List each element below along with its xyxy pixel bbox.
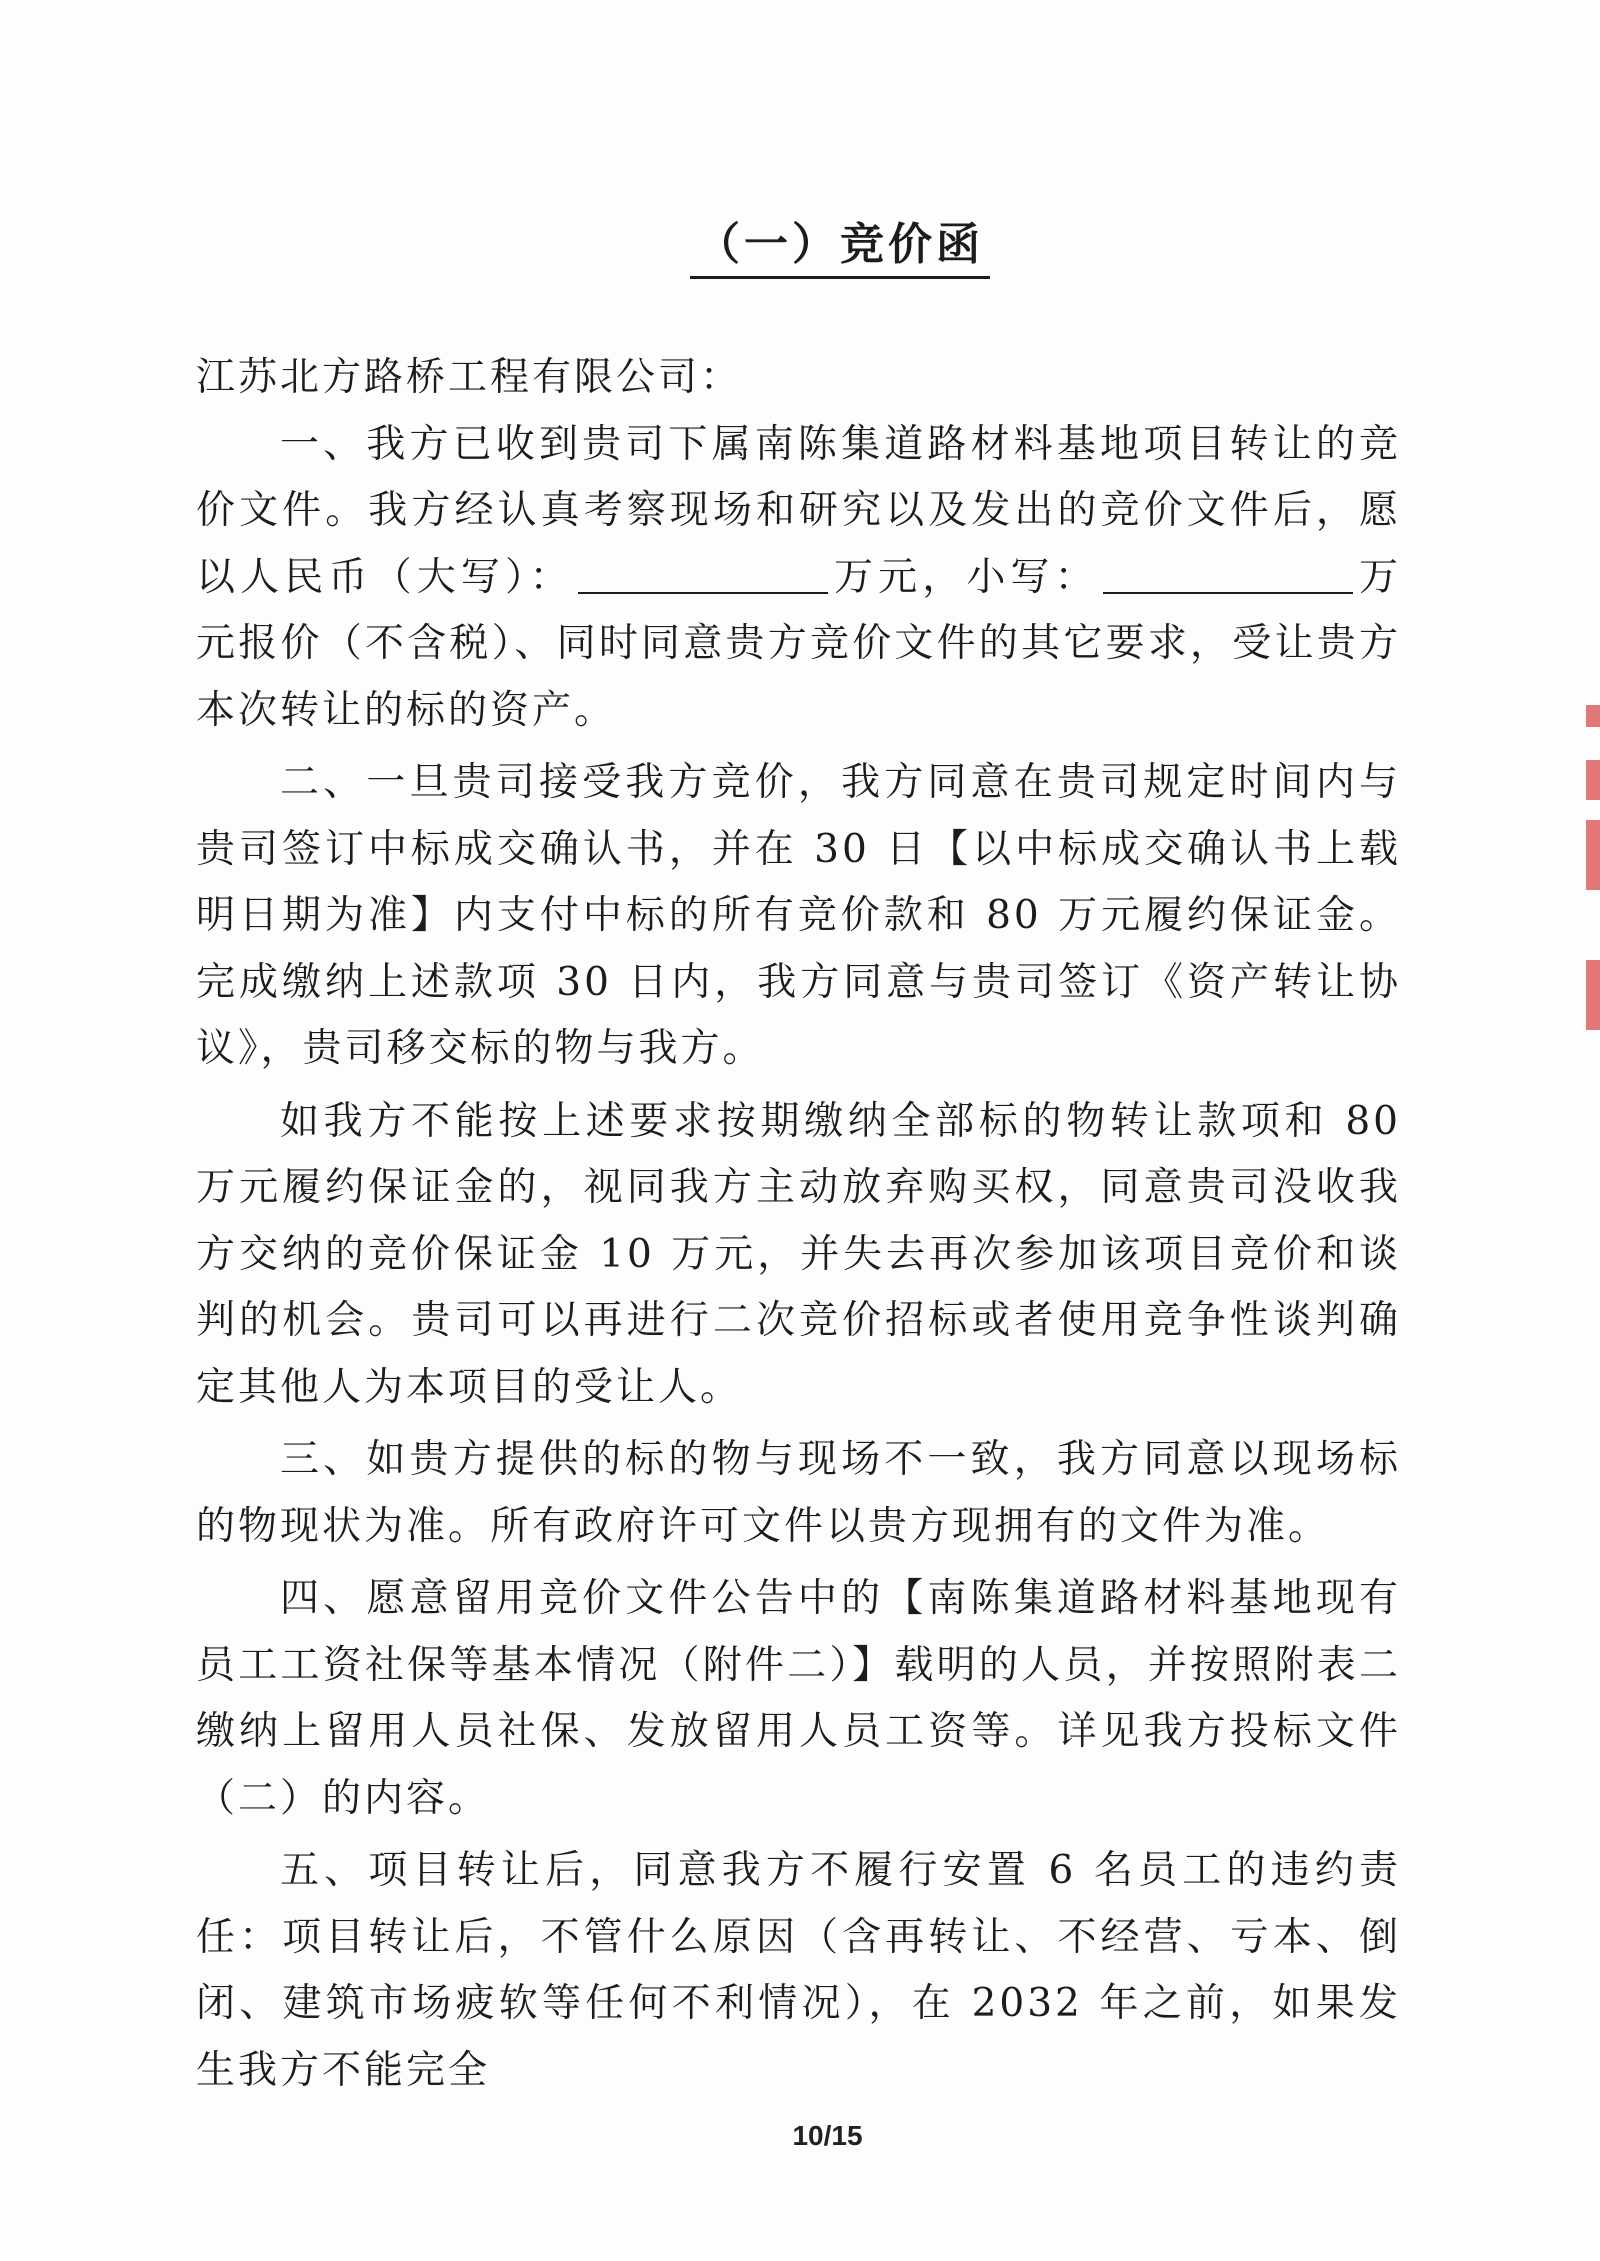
seal-edge-mark: [1586, 960, 1600, 1030]
seal-edge-mark: [1586, 760, 1600, 800]
paragraph-5: 四、愿意留用竞价文件公告中的【南陈集道路材料基地现有员工工资社保等基本情况（附件二）】载明的人员，并按照附表二缴纳上留用人员社保、发放留用人员工资等。详见我方投标文件（二）的内容。: [196, 1576, 1401, 1821]
seal-edge-mark: [1586, 705, 1600, 727]
seal-edge-mark: [1586, 820, 1600, 890]
paragraph-3: 如我方不能按上述要求按期缴纳全部标的物转让款项和 80 万元履约保证金的，视同我方主动放弃购买权，同意贵司没收我方交纳的竞价保证金 10 万元，并失去再次参加该项目竞价和谈判的机会。贵司可以再进行二次竞价招标或者使用竞争性谈判确定其他人为本项目的受让人。: [196, 1098, 1401, 1410]
paragraph-1-part-2: 万元，小写：: [831, 554, 1099, 600]
paragraph-6: 五、项目转让后，同意我方不履行安置 6 名员工的违约责任：项目转让后，不管什么原因（含再转让、不经营、亏本、倒闭、建筑市场疲软等任何不利情况），在 2032 年之前，如果发生我方不能完全: [196, 1848, 1401, 2093]
paragraph-1-part-1: 一、我方已收到贵司下属南陈集道路材料基地项目转让的竞价文件。我方经认真考察现场和研究以及发出的竞价文件后，愿以人民币（大写）：: [196, 421, 1401, 600]
document-body: [196, 345, 1401, 2104]
addressee: 江苏北方路桥工程有限公司：: [196, 355, 743, 400]
paragraph-4: 三、如贵方提供的标的物与现场不一致，我方同意以现场标的物现状为准。所有政府许可文件以贵方现拥有的文件为准。: [196, 1437, 1401, 1549]
amount-lowercase-blank: [1103, 554, 1353, 594]
paragraph-1: [196, 412, 1401, 745]
document-title: （一）竞价函: [690, 208, 990, 279]
paragraph-1-part-3: 万元报价（不含税）、同时同意贵方竞价文件的其它要求，受让贵方本次转让的标的资产。: [196, 554, 1401, 733]
page-number: 10/15: [792, 2120, 863, 2151]
amount-uppercase-blank: [578, 554, 828, 594]
document-title-wrapper: [0, 208, 1600, 279]
paragraph-2: 二、一旦贵司接受我方竞价，我方同意在贵司规定时间内与贵司签订中标成交确认书，并在 30 日【以中标成交确认书上载明日期为准】内支付中标的所有竞价款和 80 万元履约保证金。完成缴纳上述款项 30 日内，我方同意与贵司签订《资产转让协议》，贵司移交标的物与我方。: [196, 760, 1401, 1071]
